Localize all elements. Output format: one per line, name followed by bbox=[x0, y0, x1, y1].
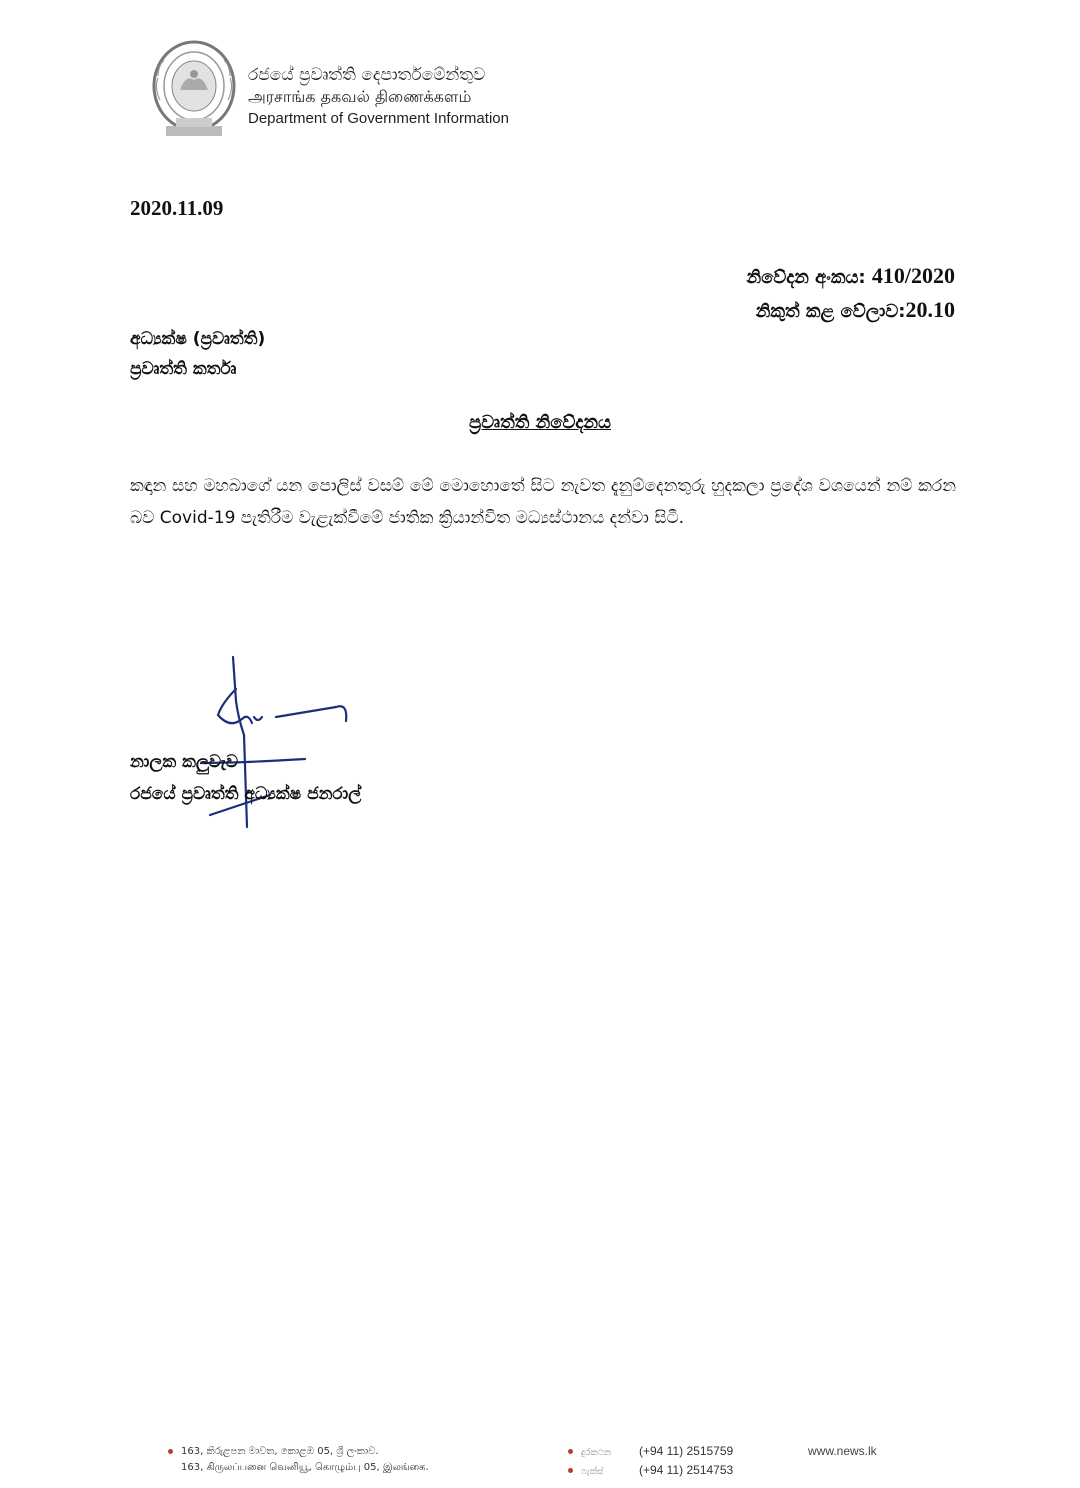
footer-address bbox=[168, 1444, 429, 1476]
department-name-tamil: அரசாங்க தகவல் திணைக்களம் bbox=[248, 87, 472, 106]
fax-label: ෆැක්ස් bbox=[581, 1466, 604, 1476]
bullet-icon bbox=[568, 1449, 573, 1454]
body-paragraph: කඳාන සහ මහබාගේ යන පොලිස් වසම් මේ මොහොතේ සිට නැවත දැනුම්දෙනතුරු හුදකලා ප්‍රදේශ වශයෙන් නම් කරන බව Covid-19 පැතිරීම වැළැක්වීමේ ජාතික ක්‍රියාන්විත මධ්‍යස්ථානය දන්වා සිටී. bbox=[130, 476, 956, 528]
addressee-line: අධ්‍යක්ෂ (ප්‍රවෘත්ති) bbox=[130, 329, 266, 349]
signatory-block bbox=[130, 746, 361, 810]
heading-text: ප්‍රවෘත්ති නිවේදනය bbox=[469, 412, 611, 433]
phone-number: (+94 11) 2515759 bbox=[639, 1444, 734, 1458]
footer-phones bbox=[568, 1442, 733, 1480]
release-number-label: නිවේදන අංකය: bbox=[746, 267, 866, 288]
release-time-value: 20.10 bbox=[905, 297, 955, 322]
department-name-sinhala: රජයේ ප්‍රවෘත්ති දෙපාර්තමේන්තුව bbox=[248, 65, 486, 85]
signatory-title: රජයේ ප්‍රවෘත්ති අධ්‍යක්ෂ ජනරාල් bbox=[130, 784, 362, 804]
footer-website: www.news.lk bbox=[808, 1444, 877, 1458]
state-emblem-icon bbox=[146, 38, 242, 142]
department-name-english: Department of Government Information bbox=[248, 110, 509, 127]
bullet-icon bbox=[168, 1449, 173, 1454]
letter-date: 2020.11.09 bbox=[130, 196, 224, 220]
release-time-line bbox=[746, 294, 955, 328]
phone-label: දුරකථන bbox=[581, 1447, 612, 1457]
release-time-label: නිකුත් කළ වේලාව: bbox=[755, 301, 906, 322]
fax-number: (+94 11) 2514753 bbox=[639, 1463, 734, 1477]
letterhead bbox=[140, 34, 580, 144]
signatory-name: නාලක කලුවැව bbox=[130, 752, 239, 772]
footer-address-line: 163, கிருலப்பனை வெனியூ, கொழும்பு 05, இலங்கை. bbox=[181, 1462, 429, 1473]
addressee-block bbox=[130, 324, 265, 384]
bullet-icon bbox=[568, 1468, 573, 1473]
addressee-line: ප්‍රවෘත්ති කර්තෘ bbox=[130, 359, 237, 379]
reference-block bbox=[746, 260, 955, 328]
release-number-line bbox=[746, 260, 955, 294]
letter-footer bbox=[0, 1436, 1080, 1488]
footer-address-line: 163, කිරුළපන මාවත, කොළඹ 05, ශ්‍රී ලංකාව. bbox=[181, 1446, 379, 1457]
document-heading bbox=[0, 412, 1080, 433]
release-number-value: 410/2020 bbox=[871, 263, 955, 288]
